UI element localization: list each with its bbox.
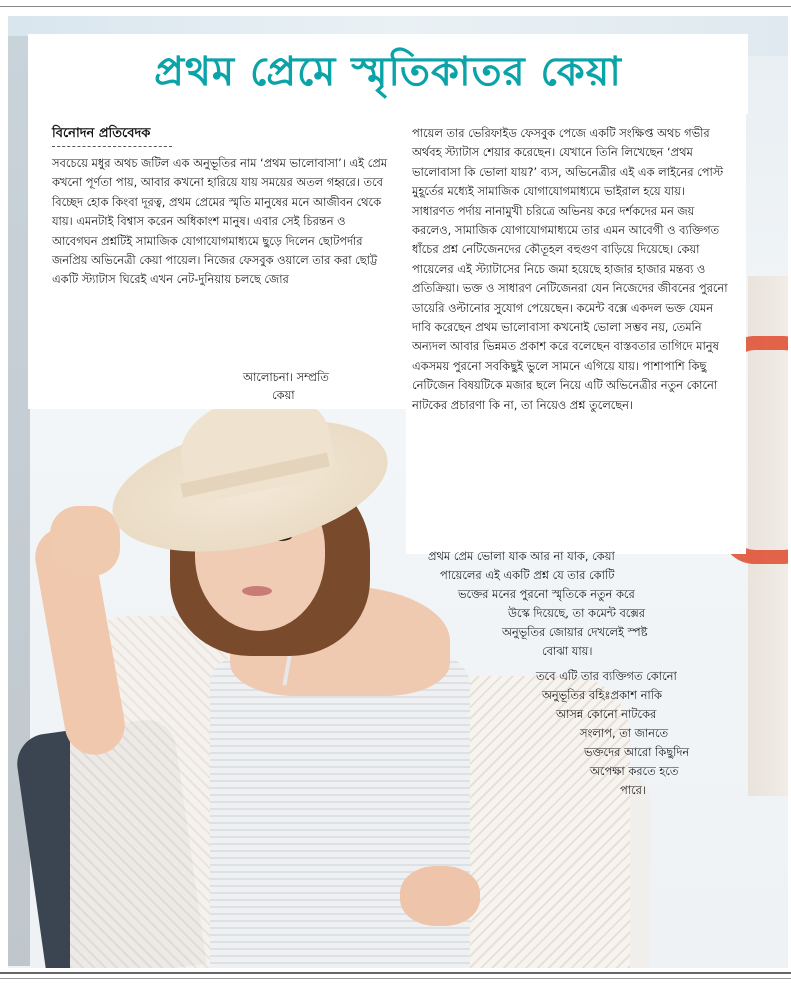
right-paragraph-4-line-3: আসন্ন কোনো নাটকের	[556, 707, 657, 721]
right-column-text	[412, 124, 734, 415]
right-paragraph-1: পায়েল তার ভেরিফাইড ফেসবুক পেজে একটি সংক্ষিপ্ত অথচ গভীর অর্থবহ স্ট্যাটাস শেয়ার করেছেন। যেখানে তিনি লিখেছেন ‘প্রথম ভালোবাসা কি ভোলা যায়?’ ব্যস, অভিনেত্রীর এই এক লাইনের পোস্ট মুহূর্তের মধ্যেই সামাজিক যোগাযোগমাধ্যমে ভাইরাল হয়ে যায়।	[412, 126, 724, 199]
left-column-paragraph: সবচেয়ে মধুর অথচ জটিল এক অনুভূতির নাম ‘প্রথম ভালোবাসা’। এই প্রেম কখনো পূর্ণতা পায়, আবার কখনো হারিয়ে যায় সময়ের অতল গহ্বরে। তবে বিচ্ছেদ হোক কিংবা দূরত্ব, প্রথম প্রেমের স্মৃতি মানুষের মনে আজীবন থেকে যায়। এমনটাই বিশ্বাস করেন অধিকাংশ মানুষ। এবার সেই চিরন্তন ও আবেগঘন প্রশ্নটিই সামাজিক যোগাযোগমাধ্যমে ছুড়ে দিলেন ছোটপর্দার জনপ্রিয় অভিনেত্রী কেয়া পায়েল। নিজের ফেসবুক ওয়ালে তার করা ছোট্ট একটি স্ট্যাটাস ঘিরেই এখন নেট-দুনিয়ায় চলছে জোর	[52, 156, 388, 287]
bottom-rule-thin	[0, 978, 791, 979]
right-paragraph-4-line-4: সংলাপ, তা জানতে	[580, 726, 669, 740]
right-paragraph-4-line-2: অনুভূতির বহিঃপ্রকাশ নাকি	[542, 688, 662, 702]
right-paragraph-4-line-6: অপেক্ষা করতে হতে	[590, 764, 679, 778]
lips	[242, 586, 272, 596]
right-paragraph-3-line-2: পায়েলের এই একটি প্রশ্ন যে তার কোটি	[440, 568, 615, 582]
right-paragraph-4-line-5: ভক্তদের আরো কিছুদিন	[584, 745, 690, 759]
right-paragraph-3-line-5: অনুভূতির জোয়ার দেখলেই স্পষ্ট	[502, 625, 648, 639]
left-column-tail-1: আলোচনা। সম্প্রতি	[243, 370, 329, 384]
right-paragraph-3-line-6: বোঝা যায়।	[542, 644, 593, 658]
right-paragraph-3-line-1: প্রথম প্রেম ভোলা যাক আর না যাক, কেয়া	[428, 549, 615, 563]
left-column-tail-2: কেয়া	[272, 388, 295, 402]
top-rule	[0, 6, 791, 7]
bottom-rule	[0, 972, 791, 974]
byline-divider	[52, 146, 172, 147]
headline: প্রথম প্রেমে স্মৃতিকাতর কেয়া	[154, 49, 622, 95]
right-paragraph-2: সাধারণত পর্দায় নানামুখী চরিত্রে অভিনয় করে দর্শকদের মন জয় করলেও, সামাজিক যোগাযোগমাধ্যমে তার এমন আবেগী ও ব্যক্তিগত ধাঁচের প্রশ্ন নেটিজেনদের কৌতূহল বহুগুণ বাড়িয়ে দিয়েছে। কেয়া পায়েলের এই স্ট্যাটাসের নিচে জমা হয়েছে হাজার হাজার মন্তব্য ও প্রতিক্রিয়া। ভক্ত ও সাধারণ নেটিজেনরা যেন নিজেদের জীবনের পুরনো ডায়েরি ওল্টানোর সুযোগ পেয়েছেন। কমেন্ট বক্সে একদল ভক্ত যেমন দাবি করেছেন প্রথম ভালোবাসা কখনোই ভোলা সম্ভব নয়, তেমনি অন্যদল আবার ভিন্নমত প্রকাশ করে বলেছেন বাস্তবতার তাগিদে মানুষ একসময় পুরনো সবকিছুই ভুলে সামনে এগিয়ে যায়। পাশাপাশি কিছু নেটিজেন বিষয়টিকে মজার ছলে নিয়ে এটি অভিনেত্রীর নতুন কোনো নাটকের প্রচারণা কি না, তা নিয়েও প্রশ্ন তুলেছেন।	[412, 203, 728, 412]
headline-box	[28, 34, 748, 114]
hand-left-shape	[50, 506, 120, 576]
right-paragraph-3-line-3: ভক্তের মনের পুরনো স্মৃতিকে নতুন করে	[458, 587, 635, 601]
right-paragraph-4-line-7: পারে।	[620, 783, 646, 797]
right-paragraph-3-line-4: উস্কে দিয়েছে, তা কমেন্ট বক্সের	[508, 606, 646, 620]
right-paragraph-4-line-1: তবে এটি তার ব্যক্তিগত কোনো	[536, 669, 677, 683]
byline: বিনোদন প্রতিবেদক	[52, 126, 151, 141]
hand-right-shape	[400, 866, 480, 926]
